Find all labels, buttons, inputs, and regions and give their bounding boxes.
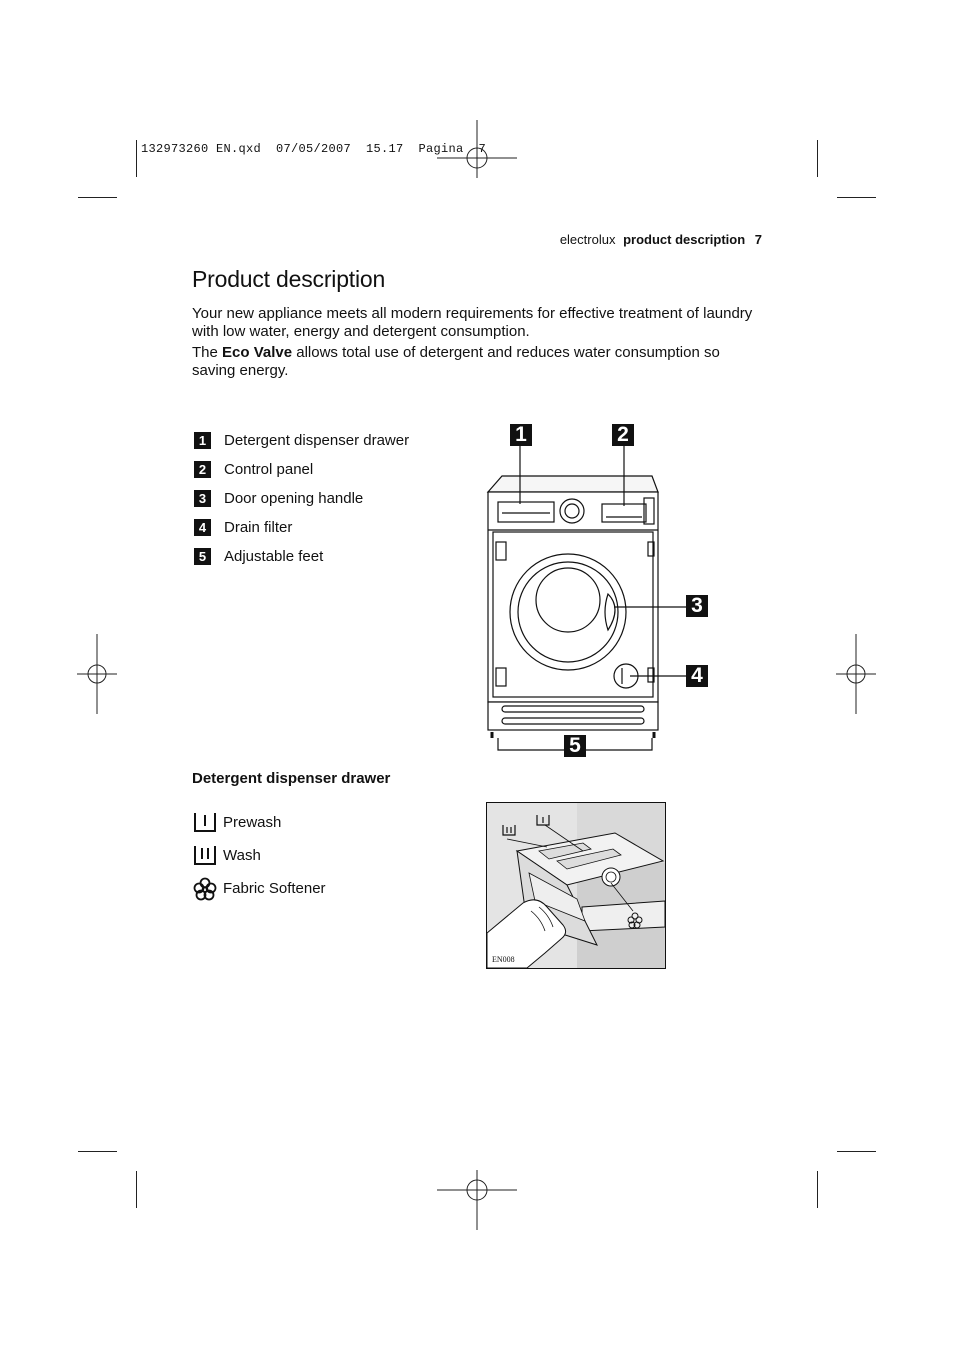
intro-paragraph-2-prefix: The <box>192 344 223 361</box>
callout-badge-4: 4 <box>686 665 708 687</box>
intro-paragraph-2-suffix: allows total use of detergent and reduces water consumption so saving energy. <box>192 344 720 379</box>
legend-number-badge: 3 <box>194 490 211 507</box>
header-section: product description <box>623 232 746 247</box>
legend-item <box>194 542 409 571</box>
page-title: Product description <box>192 266 386 292</box>
header-brand: electrolux <box>559 232 616 247</box>
compartment-legend <box>193 806 326 905</box>
registration-mark-right <box>836 634 876 714</box>
legend-label: Door opening handle <box>224 490 364 507</box>
legend-number-badge: 4 <box>194 519 211 536</box>
legend-item <box>194 455 409 484</box>
callout-badge-3: 3 <box>686 595 708 617</box>
fabric-softener-flower-icon <box>193 877 219 901</box>
prewash-compartment-icon <box>193 811 219 835</box>
legend-number-badge: 2 <box>194 461 211 478</box>
compartment-label: Fabric Softener <box>223 880 326 897</box>
parts-legend <box>194 426 409 571</box>
legend-item <box>194 513 409 542</box>
legend-label: Drain filter <box>224 519 293 536</box>
registration-mark-bottom <box>437 1150 517 1230</box>
drawer-section-heading: Detergent dispenser drawer <box>192 770 391 787</box>
legend-label: Adjustable feet <box>224 548 324 565</box>
page-number: 7 <box>754 232 762 247</box>
legend-number-badge: 5 <box>194 548 211 565</box>
legend-label: Control panel <box>224 461 314 478</box>
legend-item <box>194 426 409 455</box>
callout-badge-1: 1 <box>510 424 532 446</box>
compartment-item <box>193 839 326 872</box>
illustration-code: EN008 <box>492 955 515 964</box>
legend-label: Detergent dispenser drawer <box>224 432 410 449</box>
compartment-item <box>193 806 326 839</box>
dispenser-drawer-illustration <box>486 802 666 969</box>
compartment-label: Wash <box>223 847 261 864</box>
running-header <box>560 232 762 247</box>
washing-machine-illustration <box>480 420 720 760</box>
compartment-item <box>193 872 326 905</box>
intro-paragraph-1: Your new appliance meets all modern requirements for effective treatment of laundry with low water, energy and detergent consumption. <box>192 305 753 340</box>
eco-valve-term: Eco Valve <box>222 344 293 361</box>
legend-item <box>194 484 409 513</box>
registration-mark-left <box>77 634 117 714</box>
callout-badge-2: 2 <box>612 424 634 446</box>
compartment-label: Prewash <box>223 814 282 831</box>
registration-mark-top <box>437 120 517 200</box>
callout-badge-5: 5 <box>564 735 586 757</box>
intro-paragraph-2 <box>192 344 762 380</box>
legend-number-badge: 1 <box>194 432 211 449</box>
print-slug: 132973260 EN.qxd 07/05/2007 15.17 Pagina 7 <box>141 142 487 156</box>
wash-compartment-icon <box>193 844 219 868</box>
